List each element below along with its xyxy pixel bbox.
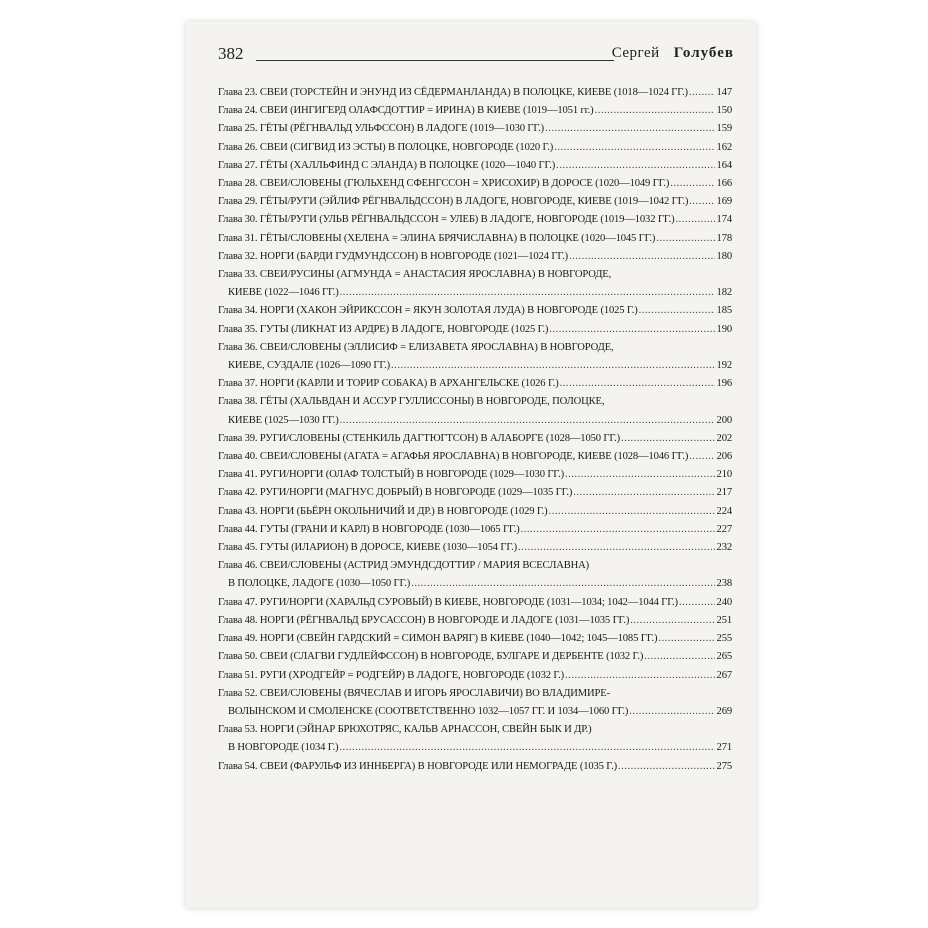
toc-entry-continuation: [218, 575, 732, 593]
toc-entry: [218, 430, 732, 448]
toc-page-number: 210: [716, 469, 732, 481]
toc-entry-line: [218, 211, 732, 229]
toc-leader-dots: [679, 594, 715, 612]
toc-page-number: 271: [716, 742, 732, 754]
toc-entry-line: [218, 466, 732, 484]
toc-entry: [218, 139, 732, 157]
toc-entry-title: КИЕВЕ, СУЗДАЛЕ (1026—1090 ГГ.): [228, 360, 391, 372]
toc-entry: [218, 84, 732, 102]
toc-page-number: 275: [716, 760, 732, 772]
toc-leader-dots: [573, 484, 714, 502]
toc-leader-dots: [629, 703, 714, 721]
page-header: [218, 42, 738, 66]
toc-entry-continuation: [218, 703, 732, 721]
header-rule: [256, 60, 614, 61]
toc-entry: [218, 667, 732, 685]
table-of-contents: [218, 84, 732, 776]
toc-entry: [218, 393, 732, 429]
toc-leader-dots: [565, 466, 715, 484]
toc-entry: [218, 557, 732, 593]
toc-entry-title: ВОЛЫНСКОМ И СМОЛЕНСКЕ (СООТВЕТСТВЕННО 1032—1057 ГГ. И 1034—1060 ГГ.): [228, 705, 629, 717]
toc-leader-dots: [639, 302, 715, 320]
toc-entry: [218, 102, 732, 120]
toc-entry: [218, 594, 732, 612]
toc-entry: [218, 321, 732, 339]
toc-entry: [218, 248, 732, 266]
toc-entry-title: В ПОЛОЦКЕ, ЛАДОГЕ (1030—1050 ГГ.): [228, 578, 411, 590]
toc-leader-dots: [618, 758, 715, 776]
toc-page-number: 164: [716, 159, 732, 171]
toc-entry-title: В НОВГОРОДЕ (1034 Г.): [228, 742, 339, 754]
toc-leader-dots: [340, 412, 715, 430]
toc-entry-title: Глава 50. СВЕИ (СЛАГВИ ГУДЛЕЙФССОН) В НОВГОРОДЕ, БУЛГАРЕ И ДЕРБЕНТЕ (1032 Г.): [218, 651, 644, 663]
toc-entry-title: Глава 42. РУГИ/НОРГИ (МАГНУС ДОБРЫЙ) В НОВГОРОДЕ (1029—1035 ГГ.): [218, 487, 573, 499]
toc-entry-line: [218, 503, 732, 521]
toc-page-number: 202: [716, 432, 732, 444]
toc-leader-dots: [689, 448, 714, 466]
toc-leader-dots: [675, 211, 714, 229]
toc-entry-line: [218, 448, 732, 466]
toc-entry-title: Глава 32. НОРГИ (БАРДИ ГУДМУНДССОН) В НОВГОРОДЕ (1021—1024 ГГ.): [218, 250, 568, 262]
toc-leader-dots: [340, 284, 715, 302]
toc-entry-line: [218, 667, 732, 685]
toc-entry: [218, 339, 732, 375]
toc-entry-title: Глава 28. СВЕИ/СЛОВЕНЫ (ГЮЛЬХЕНД СФЕНГССОН = ХРИСОХИР) В ДОРОСЕ (1020—1049 ГГ.): [218, 178, 670, 190]
toc-entry-line: [218, 157, 732, 175]
toc-entry-continuation: [218, 739, 732, 757]
toc-entry: [218, 685, 732, 721]
toc-leader-dots: [411, 575, 714, 593]
toc-leader-dots: [595, 102, 715, 120]
toc-entry-line: [218, 230, 732, 248]
toc-page-number: 174: [716, 214, 732, 226]
toc-entry-title: Глава 27. ГЁТЫ (ХАЛЛЬФИНД С ЭЛАНДА) В ПОЛОЦКЕ (1020—1040 ГГ.): [218, 159, 556, 171]
toc-entry-line: [218, 612, 732, 630]
toc-entry: [218, 193, 732, 211]
toc-entry-line: [218, 758, 732, 776]
toc-page-number: 150: [716, 105, 732, 117]
toc-leader-dots: [658, 630, 714, 648]
toc-page-number: 238: [716, 578, 732, 590]
toc-entry: [218, 612, 732, 630]
toc-entry-line: [218, 193, 732, 211]
toc-entry-title: Глава 47. РУГИ/НОРГИ (ХАРАЛЬД СУРОВЫЙ) В КИЕВЕ, НОВГОРОДЕ (1031—1034; 1042—1044 ГГ.): [218, 596, 678, 608]
toc-entry-line: [218, 375, 732, 393]
toc-page-number: 265: [716, 651, 732, 663]
toc-entry: [218, 120, 732, 138]
toc-entry-title: Глава 40. СВЕИ/СЛОВЕНЫ (АГАТА = АГАФЬЯ ЯРОСЛАВНА) В НОВГОРОДЕ, КИЕВЕ (1028—1046 ГГ.): [218, 451, 689, 463]
toc-leader-dots: [549, 503, 715, 521]
toc-page-number: 240: [716, 596, 732, 608]
toc-entry-title: Глава 43. НОРГИ (БЬЁРН ОКОЛЬНИЧИЙ И ДР.) В НОВГОРОДЕ (1029 Г.): [218, 505, 548, 517]
toc-leader-dots: [556, 157, 714, 175]
toc-entry-line: [218, 648, 732, 666]
toc-entry-continuation: [218, 284, 732, 302]
toc-leader-dots: [560, 375, 715, 393]
toc-leader-dots: [521, 521, 715, 539]
toc-entry: [218, 230, 732, 248]
toc-page-number: 159: [716, 123, 732, 135]
toc-entry-title: Глава 35. ГУТЫ (ЛИКНАТ ИЗ АРДРЕ) В ЛАДОГЕ, НОВГОРОДЕ (1025 Г.): [218, 323, 549, 335]
toc-entry-title: Глава 46. СВЕИ/СЛОВЕНЫ (АСТРИД ЭМУНДСДОТТИР / МАРИЯ ВСЕСЛАВНА): [218, 560, 590, 572]
toc-entry-title: Глава 52. СВЕИ/СЛОВЕНЫ (ВЯЧЕСЛАВ И ИГОРЬ ЯРОСЛАВИЧИ) ВО ВЛАДИМИРЕ-: [218, 687, 610, 699]
toc-entry-line: [218, 84, 732, 102]
toc-leader-dots: [689, 84, 715, 102]
toc-entry: [218, 175, 732, 193]
toc-page-number: 147: [716, 87, 732, 98]
toc-entry-line: [218, 102, 732, 120]
toc-page-number: 196: [716, 378, 732, 390]
toc-page-number: 166: [716, 178, 732, 190]
toc-entry: [218, 466, 732, 484]
toc-entry: [218, 521, 732, 539]
toc-entry-line: [218, 539, 732, 557]
toc-entry-title: Глава 44. ГУТЫ (ГРАНИ И КАРЛ) В НОВГОРОДЕ (1030—1065 ГГ.): [218, 523, 520, 535]
toc-entry-line: [218, 120, 732, 138]
toc-entry-line: [218, 721, 732, 739]
toc-leader-dots: [545, 120, 714, 138]
toc-entry-title: Глава 51. РУГИ (ХРОДГЕЙР = РОДГЕЙР) В ЛАДОГЕ, НОВГОРОДЕ (1032 Г.): [218, 669, 565, 681]
running-head-author: [612, 45, 734, 62]
toc-entry: [218, 157, 732, 175]
toc-entry-title: Глава 31. ГЁТЫ/СЛОВЕНЫ (ХЕЛЕНА = ЭЛИНА БРЯЧИСЛАВНА) В ПОЛОЦКЕ (1020—1045 ГГ.): [218, 232, 656, 244]
toc-leader-dots: [549, 321, 714, 339]
toc-entry: [218, 302, 732, 320]
toc-entry-title: Глава 25. ГЁТЫ (РЁГНВАЛЬД УЛЬФССОН) В ЛАДОГЕ (1019—1030 ГГ.): [218, 123, 545, 135]
toc-entry-title: Глава 36. СВЕИ/СЛОВЕНЫ (ЭЛЛИСИФ = ЕЛИЗАВЕТА ЯРОСЛАВНА) В НОВГОРОДЕ,: [218, 341, 614, 353]
toc-entry-title: Глава 45. ГУТЫ (ИЛАРИОН) В ДОРОСЕ, КИЕВЕ (1030—1054 ГГ.): [218, 542, 518, 554]
toc-entry-line: [218, 175, 732, 193]
toc-page-number: 200: [716, 414, 732, 426]
toc-entry-line: [218, 557, 732, 575]
toc-page-number: 206: [716, 451, 732, 463]
toc-entry-line: [218, 484, 732, 502]
toc-entry-line: [218, 302, 732, 320]
toc-page-number: 224: [716, 505, 732, 517]
toc-entry-title: Глава 39. РУГИ/СЛОВЕНЫ (СТЕНКИЛЬ ДАГТЮГТСОН) В АЛАБОРГЕ (1028—1050 ГГ.): [218, 432, 621, 444]
toc-entry-line: [218, 139, 732, 157]
toc-entry-title: Глава 38. ГЁТЫ (ХАЛЬВДАН И АССУР ГУЛЛИССОНЫ) В НОВГОРОДЕ, ПОЛОЦКЕ,: [218, 396, 605, 408]
toc-entry-continuation: [218, 412, 732, 430]
toc-entry-title: Глава 37. НОРГИ (КАРЛИ И ТОРИР СОБАКА) В АРХАНГЕЛЬСКЕ (1026 Г.): [218, 378, 559, 390]
toc-leader-dots: [689, 193, 714, 211]
toc-entry-line: [218, 248, 732, 266]
toc-page-number: 227: [716, 523, 732, 535]
toc-entry-title: Глава 26. СВЕИ (СИГВИД ИЗ ЭСТЫ) В ПОЛОЦКЕ, НОВГОРОДЕ (1020 Г.): [218, 141, 554, 153]
toc-page-number: 255: [716, 633, 732, 645]
toc-page-number: 182: [716, 287, 732, 299]
toc-entry-line: [218, 685, 732, 703]
toc-leader-dots: [339, 739, 714, 757]
toc-entry-line: [218, 321, 732, 339]
toc-entry-title: Глава 53. НОРГИ (ЭЙНАР БРЮХОТРЯС, КАЛЬВ АРНАССОН, СВЕЙН БЫК И ДР.): [218, 724, 592, 736]
toc-entry: [218, 721, 732, 757]
toc-entry: [218, 266, 732, 302]
toc-entry-title: Глава 30. ГЁТЫ/РУГИ (УЛЬВ РЁГНВАЛЬДССОН = УЛЕБ) В ЛАДОГЕ, НОВГОРОДЕ (1019—1032 ГГ.): [218, 214, 675, 226]
toc-page-number: 251: [716, 614, 732, 626]
toc-entry-line: [218, 521, 732, 539]
toc-entry-line: [218, 430, 732, 448]
toc-leader-dots: [565, 667, 715, 685]
toc-page-number: 232: [716, 542, 732, 554]
page-number: 382: [218, 44, 244, 63]
toc-leader-dots: [518, 539, 715, 557]
toc-entry: [218, 648, 732, 666]
toc-leader-dots: [670, 175, 714, 193]
author-first-name: Сергей: [611, 45, 660, 61]
toc-page-number: 267: [716, 669, 732, 681]
toc-page-number: 162: [716, 141, 732, 153]
toc-entry: [218, 630, 732, 648]
toc-entry-title: Глава 54. СВЕИ (ФАРУЛЬФ ИЗ ИННБЕРГА) В НОВГОРОДЕ ИЛИ НЕМОГРАДЕ (1035 Г.): [218, 760, 617, 772]
toc-entry-line: [218, 339, 732, 357]
toc-page-number: 269: [716, 705, 732, 717]
toc-leader-dots: [554, 139, 714, 157]
toc-page-number: 180: [716, 250, 732, 262]
toc-page-number: 178: [716, 232, 732, 244]
toc-entry-title: Глава 29. ГЁТЫ/РУГИ (ЭЙЛИФ РЁГНВАЛЬДССОН) В ЛАДОГЕ, НОВГОРОДЕ, КИЕВЕ (1019—1042 ГГ.): [218, 196, 689, 208]
toc-entry: [218, 539, 732, 557]
toc-entry: [218, 448, 732, 466]
toc-entry-title: Глава 24. СВЕИ (ИНГИГЕРД ОЛАФСДОТТИР = ИРИНА) В КИЕВЕ (1019—1051 гг.): [218, 105, 594, 117]
toc-entry-line: [218, 393, 732, 411]
toc-leader-dots: [656, 230, 714, 248]
toc-leader-dots: [569, 248, 715, 266]
toc-leader-dots: [621, 430, 715, 448]
toc-entry-title: КИЕВЕ (1022—1046 ГГ.): [228, 287, 339, 299]
toc-entry-title: Глава 34. НОРГИ (ХАКОН ЭЙРИКССОН = ЯКУН ЗОЛОТАЯ ЛУДА) В НОВГОРОДЕ (1025 Г.): [218, 305, 638, 317]
toc-leader-dots: [644, 648, 714, 666]
toc-entry: [218, 211, 732, 229]
toc-page-number: 185: [716, 305, 732, 317]
toc-entry-title: Глава 41. РУГИ/НОРГИ (ОЛАФ ТОЛСТЫЙ) В НОВГОРОДЕ (1029—1030 ГГ.): [218, 469, 564, 481]
toc-entry: [218, 375, 732, 393]
toc-leader-dots: [391, 357, 715, 375]
author-last-name: Голубев: [673, 45, 734, 61]
toc-entry-line: [218, 266, 732, 284]
toc-page-number: 192: [716, 360, 732, 372]
toc-page-number: 190: [716, 323, 732, 335]
toc-entry: [218, 484, 732, 502]
toc-entry-title: Глава 33. СВЕИ/РУСИНЫ (АГМУНДА = АНАСТАСИЯ ЯРОСЛАВНА) В НОВГОРОДЕ,: [218, 269, 612, 281]
toc-entry: [218, 503, 732, 521]
toc-page-number: 169: [716, 196, 732, 208]
toc-entry-title: Глава 49. НОРГИ (СВЕЙН ГАРДСКИЙ = СИМОН ВАРЯГ) В КИЕВЕ (1040—1042; 1045—1085 ГГ.): [218, 633, 658, 645]
toc-entry-title: Глава 23. СВЕИ (ТОРСТЕЙН И ЭНУНД ИЗ СЁДЕРМАНЛАНДА) В ПОЛОЦКЕ, КИЕВЕ (1018—1024 ГГ.): [218, 87, 688, 98]
toc-entry-continuation: [218, 357, 732, 375]
toc-entry-title: КИЕВЕ (1025—1030 ГГ.): [228, 414, 339, 426]
toc-leader-dots: [630, 612, 714, 630]
toc-entry-line: [218, 630, 732, 648]
toc-entry-line: [218, 594, 732, 612]
toc-entry-title: Глава 48. НОРГИ (РЁГНВАЛЬД БРУСАССОН) В НОВГОРОДЕ И ЛАДОГЕ (1031—1035 ГГ.): [218, 614, 630, 626]
toc-page-number: 217: [716, 487, 732, 499]
toc-entry: [218, 758, 732, 776]
